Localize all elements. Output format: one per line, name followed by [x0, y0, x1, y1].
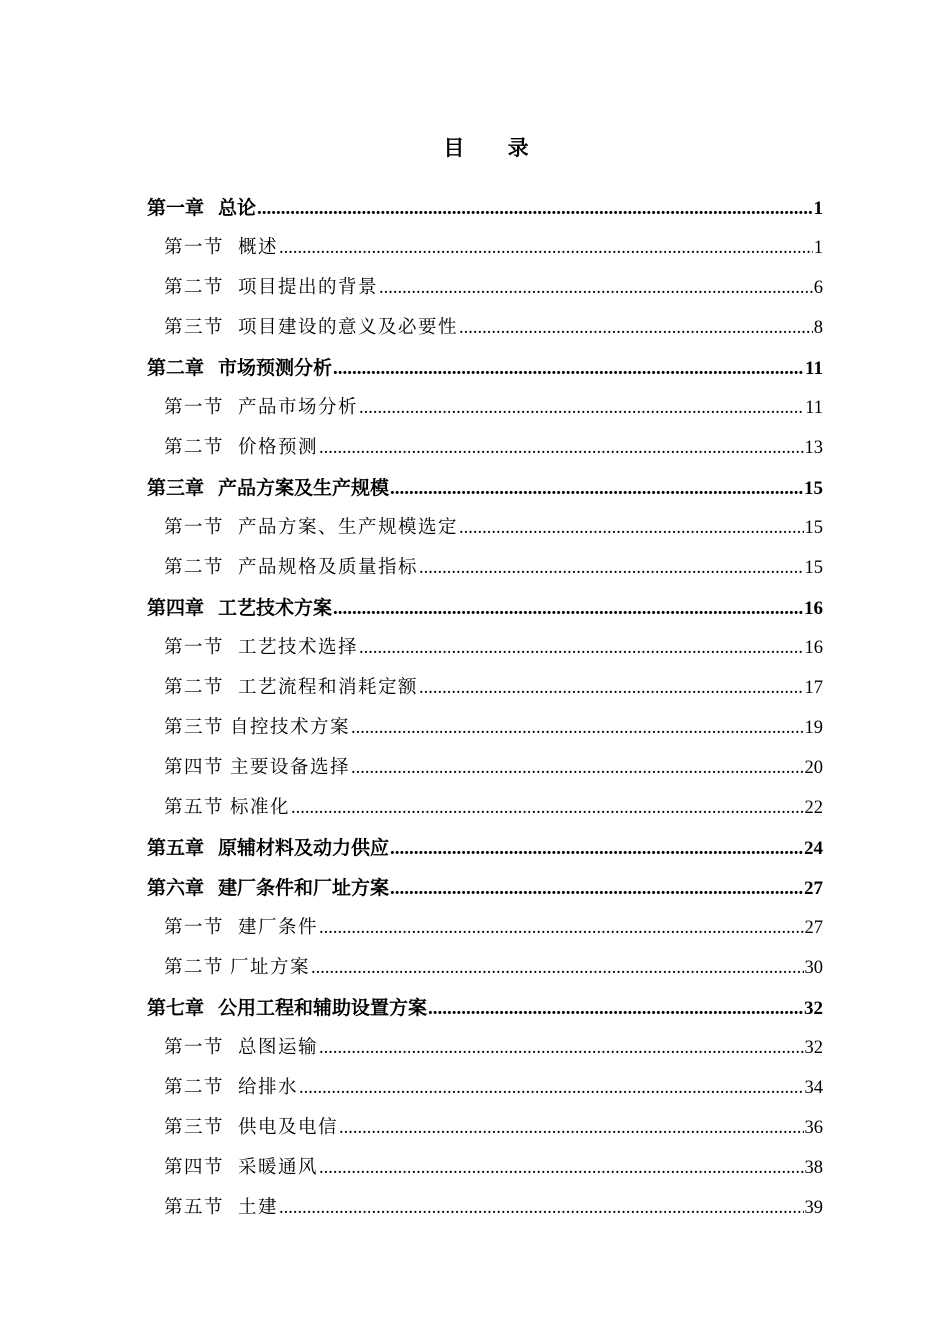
toc-page-number: 6 — [813, 278, 823, 298]
toc-section-1[interactable] — [147, 228, 823, 268]
toc-page-number: 27 — [804, 878, 823, 899]
toc-chapter-17[interactable] — [147, 868, 823, 908]
toc-entry-title: 项目建设的意义及必要性 — [238, 317, 459, 338]
toc-entry-number: 第三节 — [164, 317, 225, 338]
toc-section-8[interactable] — [147, 508, 823, 548]
toc-entry-label — [164, 748, 350, 788]
toc-dot-leader — [291, 788, 803, 828]
toc-entry-label — [164, 388, 358, 428]
toc-section-11[interactable] — [147, 628, 823, 668]
toc-entry-title: 主要设备选择 — [230, 757, 351, 778]
toc-entry-label — [164, 1028, 318, 1068]
toc-entry-title: 公用工程和辅助设置方案 — [218, 997, 428, 1019]
toc-dot-leader — [279, 1188, 803, 1228]
toc-page-number: 32 — [804, 998, 823, 1019]
toc-entry-title: 产品方案、生产规模选定 — [238, 517, 459, 538]
toc-entry-title: 供电及电信 — [238, 1117, 339, 1138]
toc-page-number: 32 — [804, 1038, 823, 1058]
toc-entry-title: 产品方案及生产规模 — [218, 477, 390, 499]
toc-page-number: 36 — [804, 1118, 823, 1138]
toc-dot-leader — [351, 708, 803, 748]
toc-page-number: 15 — [804, 558, 823, 578]
toc-entry-title: 市场预测分析 — [218, 357, 333, 379]
toc-entry-label — [164, 1148, 318, 1188]
toc-section-12[interactable] — [147, 668, 823, 708]
toc-dot-leader — [459, 508, 803, 548]
toc-section-9[interactable] — [147, 548, 823, 588]
toc-entry-title: 工艺技术方案 — [218, 597, 333, 619]
toc-entry-title: 给排水 — [238, 1077, 299, 1098]
toc-entry-title: 工艺技术选择 — [238, 637, 359, 658]
toc-entry-number: 第七章 — [147, 997, 205, 1019]
toc-page-number: 22 — [804, 798, 823, 818]
toc-section-21[interactable] — [147, 1028, 823, 1068]
toc-page-number: 13 — [804, 438, 823, 458]
toc-dot-leader — [419, 548, 803, 588]
toc-entry-list — [147, 188, 823, 1228]
toc-entry-number: 第二章 — [147, 357, 205, 379]
toc-entry-title: 工艺流程和消耗定额 — [238, 677, 419, 698]
toc-chapter-16[interactable] — [147, 828, 823, 868]
toc-entry-title: 项目提出的背景 — [238, 277, 379, 298]
toc-entry-number: 第一节 — [164, 917, 225, 938]
toc-entry-number: 第三节 — [164, 1117, 225, 1138]
toc-dot-leader — [390, 469, 803, 508]
table-of-contents — [147, 188, 823, 1228]
toc-dot-leader — [333, 349, 804, 388]
toc-entry-label — [164, 1068, 298, 1108]
toc-entry-number: 第三节 — [164, 717, 225, 738]
toc-entry-title: 产品市场分析 — [238, 397, 359, 418]
toc-dot-leader — [319, 1028, 803, 1068]
toc-page-number: 1 — [813, 238, 823, 258]
toc-page-number: 34 — [804, 1078, 823, 1098]
toc-entry-label — [147, 348, 332, 388]
toc-entry-number: 第三章 — [147, 477, 205, 499]
toc-page-number: 11 — [805, 358, 823, 379]
toc-entry-label — [147, 828, 389, 868]
toc-entry-number: 第六章 — [147, 877, 205, 899]
toc-entry-title: 标准化 — [230, 797, 291, 818]
toc-entry-label — [164, 668, 418, 708]
toc-entry-number: 第二节 — [164, 437, 225, 458]
toc-chapter-7[interactable] — [147, 468, 823, 508]
toc-section-25[interactable] — [147, 1188, 823, 1228]
toc-section-3[interactable] — [147, 308, 823, 348]
toc-entry-label — [164, 948, 310, 988]
toc-entry-title: 建厂条件和厂址方案 — [218, 877, 390, 899]
toc-entry-label — [164, 708, 350, 748]
toc-entry-number: 第一节 — [164, 517, 225, 538]
toc-entry-label — [147, 868, 389, 908]
toc-entry-number: 第五节 — [164, 797, 225, 818]
toc-chapter-0[interactable] — [147, 188, 823, 228]
toc-page-number: 17 — [804, 678, 823, 698]
toc-section-2[interactable] — [147, 268, 823, 308]
toc-section-23[interactable] — [147, 1108, 823, 1148]
toc-dot-leader — [333, 589, 803, 628]
toc-entry-label — [164, 268, 378, 308]
toc-entry-title: 建厂条件 — [238, 917, 319, 938]
toc-dot-leader — [359, 388, 804, 428]
toc-entry-label — [164, 788, 290, 828]
toc-entry-title: 总图运输 — [238, 1037, 319, 1058]
toc-page-number: 39 — [804, 1198, 823, 1218]
toc-section-5[interactable] — [147, 388, 823, 428]
toc-entry-title: 自控技术方案 — [230, 717, 351, 738]
toc-page-number: 16 — [804, 598, 823, 619]
toc-dot-leader — [428, 989, 803, 1028]
toc-entry-label — [164, 628, 358, 668]
toc-chapter-10[interactable] — [147, 588, 823, 628]
toc-entry-number: 第二节 — [164, 677, 225, 698]
toc-section-14[interactable] — [147, 748, 823, 788]
toc-page-number: 20 — [804, 758, 823, 778]
toc-section-19[interactable] — [147, 948, 823, 988]
toc-page-number: 1 — [813, 198, 823, 219]
toc-entry-label — [147, 588, 332, 628]
toc-entry-label — [164, 1108, 338, 1148]
toc-entry-label — [164, 908, 318, 948]
toc-entry-title: 概述 — [238, 237, 279, 258]
toc-page-number: 19 — [804, 718, 823, 738]
toc-entry-title: 采暖通风 — [238, 1157, 319, 1178]
toc-entry-number: 第一节 — [164, 1037, 225, 1058]
toc-title: 目 录 — [443, 135, 547, 160]
toc-entry-number: 第二节 — [164, 957, 225, 978]
toc-entry-number: 第五节 — [164, 1197, 225, 1218]
toc-entry-label — [147, 988, 427, 1028]
toc-page-number: 15 — [804, 478, 823, 499]
toc-entry-number: 第二节 — [164, 277, 225, 298]
toc-page-number: 38 — [804, 1158, 823, 1178]
toc-entry-label — [147, 188, 256, 228]
toc-section-24[interactable] — [147, 1148, 823, 1188]
toc-dot-leader — [319, 1148, 803, 1188]
toc-entry-title: 原辅材料及动力供应 — [218, 837, 390, 859]
toc-dot-leader — [339, 1108, 803, 1148]
toc-entry-number: 第一章 — [147, 197, 205, 219]
toc-chapter-4[interactable] — [147, 348, 823, 388]
toc-dot-leader — [379, 268, 813, 308]
toc-entry-title: 价格预测 — [238, 437, 319, 458]
toc-entry-label — [164, 548, 418, 588]
toc-entry-label — [164, 508, 458, 548]
toc-section-15[interactable] — [147, 788, 823, 828]
toc-entry-number: 第二节 — [164, 1077, 225, 1098]
toc-section-22[interactable] — [147, 1068, 823, 1108]
toc-dot-leader — [299, 1068, 803, 1108]
toc-entry-label — [164, 228, 278, 268]
toc-entry-number: 第一节 — [164, 237, 225, 258]
toc-page-number: 24 — [804, 838, 823, 859]
toc-dot-leader — [390, 829, 803, 868]
toc-page-number: 15 — [804, 518, 823, 538]
toc-dot-leader — [319, 428, 803, 468]
toc-dot-leader — [311, 948, 803, 988]
toc-dot-leader — [390, 869, 803, 908]
toc-dot-leader — [257, 189, 812, 228]
toc-entry-number: 第一节 — [164, 397, 225, 418]
toc-entry-title: 厂址方案 — [230, 957, 311, 978]
toc-entry-number: 第二节 — [164, 557, 225, 578]
toc-page-number: 16 — [804, 638, 823, 658]
toc-entry-number: 第五章 — [147, 837, 205, 859]
toc-entry-number: 第一节 — [164, 637, 225, 658]
toc-entry-label — [147, 468, 389, 508]
toc-page-number: 11 — [805, 398, 823, 418]
toc-dot-leader — [319, 908, 803, 948]
toc-entry-number: 第四节 — [164, 757, 225, 778]
toc-page-number: 8 — [813, 318, 823, 338]
toc-section-13[interactable] — [147, 708, 823, 748]
toc-entry-title: 产品规格及质量指标 — [238, 557, 419, 578]
toc-dot-leader — [359, 628, 803, 668]
toc-dot-leader — [419, 668, 803, 708]
toc-dot-leader — [279, 228, 813, 268]
toc-entry-label — [164, 428, 318, 468]
toc-section-18[interactable] — [147, 908, 823, 948]
toc-page-number: 27 — [804, 918, 823, 938]
toc-dot-leader — [351, 748, 803, 788]
toc-chapter-20[interactable] — [147, 988, 823, 1028]
toc-page-number: 30 — [804, 958, 823, 978]
toc-entry-title: 总论 — [218, 197, 257, 219]
toc-section-6[interactable] — [147, 428, 823, 468]
toc-entry-label — [164, 1188, 278, 1228]
toc-entry-label — [164, 308, 458, 348]
toc-entry-number: 第四节 — [164, 1157, 225, 1178]
toc-dot-leader — [459, 308, 813, 348]
toc-entry-title: 土建 — [238, 1197, 279, 1218]
toc-entry-number: 第四章 — [147, 597, 205, 619]
